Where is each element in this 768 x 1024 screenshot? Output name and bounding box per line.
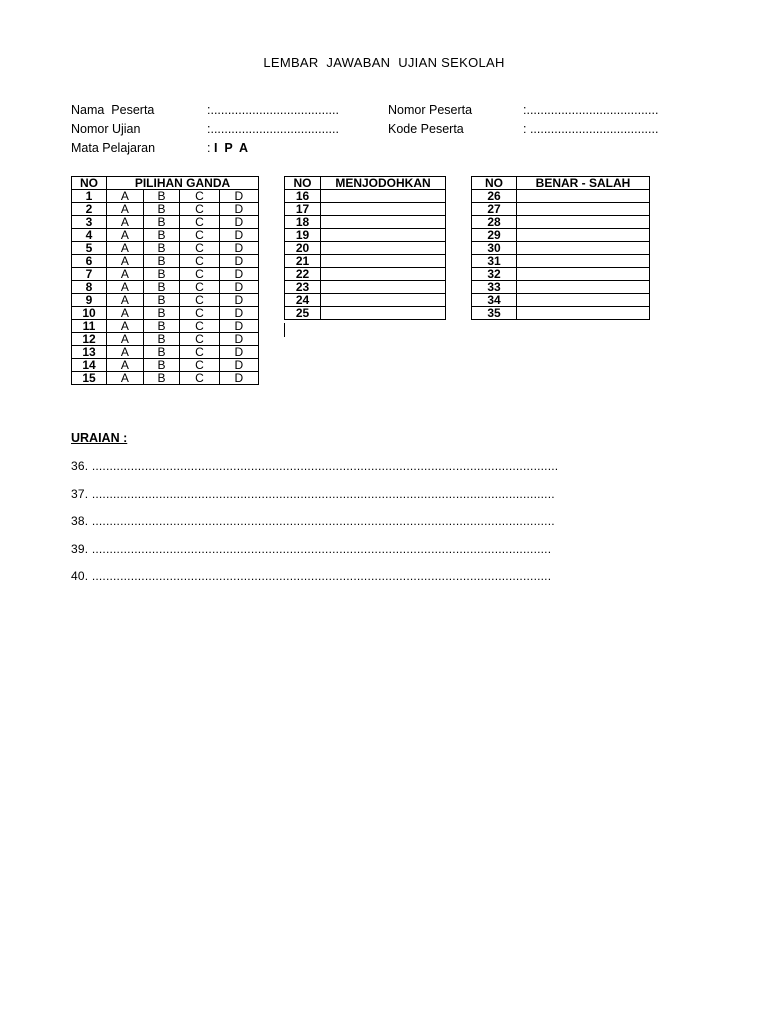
pg-row (72, 229, 259, 242)
bs-answer-cell[interactable] (517, 203, 650, 216)
bs-row (472, 216, 650, 229)
bs-answer-cell[interactable] (517, 268, 650, 281)
nomor-peserta-field[interactable]: :...................................... (523, 103, 659, 117)
bs-row-number: 26 (472, 190, 517, 203)
pg-option-d[interactable]: D (219, 359, 258, 372)
pg-option-c[interactable]: C (180, 372, 219, 385)
pg-row-number: 3 (72, 216, 107, 229)
bs-row-number: 28 (472, 216, 517, 229)
bs-row-number: 32 (472, 268, 517, 281)
pg-option-c[interactable]: C (180, 203, 219, 216)
pilihan-ganda-table (71, 176, 259, 385)
page-title: LEMBAR JAWABAN UJIAN SEKOLAH (263, 55, 505, 70)
mj-answer-cell[interactable] (321, 268, 446, 281)
pg-header-label: PILIHAN GANDA (107, 177, 259, 190)
mj-row-number: 18 (285, 216, 321, 229)
mj-row (285, 242, 446, 255)
pg-option-d[interactable]: D (219, 372, 258, 385)
pg-row (72, 346, 259, 359)
pg-option-a[interactable]: A (107, 255, 144, 268)
bs-row (472, 294, 650, 307)
pg-option-b[interactable]: B (143, 281, 180, 294)
nomor-ujian-label: Nomor Ujian (71, 122, 141, 136)
pg-option-a[interactable]: A (107, 359, 144, 372)
uraian-answer-line[interactable]: 39. .................................................................................................................................. (71, 541, 552, 556)
pg-row-number: 8 (72, 281, 107, 294)
pg-row-number: 14 (72, 359, 107, 372)
pg-row (72, 372, 259, 385)
bs-row-number: 33 (472, 281, 517, 294)
bs-answer-cell[interactable] (517, 229, 650, 242)
pg-option-a[interactable]: A (107, 320, 144, 333)
pg-row (72, 359, 259, 372)
mj-row (285, 203, 446, 216)
pg-row-number: 9 (72, 294, 107, 307)
pg-option-d[interactable]: D (219, 320, 258, 333)
mj-answer-cell[interactable] (321, 294, 446, 307)
pg-option-d[interactable]: D (219, 242, 258, 255)
bs-header-label: BENAR - SALAH (517, 177, 650, 190)
pg-option-a[interactable]: A (107, 372, 144, 385)
mata-pelajaran-colon: : (207, 141, 211, 155)
pg-option-a[interactable]: A (107, 203, 144, 216)
kode-peserta-field[interactable]: : ..................................... (523, 122, 659, 136)
nama-peserta-field[interactable]: :..................................... (207, 103, 339, 117)
bs-row (472, 307, 650, 320)
mj-row-number: 21 (285, 255, 321, 268)
pg-row-number: 13 (72, 346, 107, 359)
mj-answer-cell[interactable] (321, 229, 446, 242)
pg-option-a[interactable]: A (107, 190, 144, 203)
mj-row-number: 17 (285, 203, 321, 216)
bs-answer-cell[interactable] (517, 307, 650, 320)
pg-option-c[interactable]: C (180, 216, 219, 229)
nama-peserta-label: Nama Peserta (71, 103, 155, 117)
pg-row-number: 4 (72, 229, 107, 242)
pg-option-d[interactable]: D (219, 255, 258, 268)
pg-option-b[interactable]: B (143, 203, 180, 216)
bs-row-number: 31 (472, 255, 517, 268)
pg-option-a[interactable]: A (107, 268, 144, 281)
mj-row-number: 25 (285, 307, 321, 320)
pg-row (72, 216, 259, 229)
bs-row-number: 35 (472, 307, 517, 320)
pg-option-b[interactable]: B (143, 307, 180, 320)
mj-row (285, 229, 446, 242)
pg-option-d[interactable]: D (219, 268, 258, 281)
pg-option-b[interactable]: B (143, 229, 180, 242)
pg-row-number: 12 (72, 333, 107, 346)
pg-option-d[interactable]: D (219, 216, 258, 229)
nomor-ujian-field[interactable]: :..................................... (207, 122, 339, 136)
mj-answer-cell[interactable] (321, 242, 446, 255)
pg-option-a[interactable]: A (107, 294, 144, 307)
bs-answer-cell[interactable] (517, 294, 650, 307)
bs-answer-cell[interactable] (517, 190, 650, 203)
pg-option-c[interactable]: C (180, 320, 219, 333)
mj-row (285, 281, 446, 294)
pg-option-b[interactable]: B (143, 294, 180, 307)
mata-pelajaran-label: Mata Pelajaran (71, 141, 156, 155)
pg-option-d[interactable]: D (219, 190, 258, 203)
pg-row (72, 307, 259, 320)
mj-row (285, 190, 446, 203)
bs-row (472, 203, 650, 216)
pg-row (72, 268, 259, 281)
pg-row-number: 15 (72, 372, 107, 385)
mj-row-number: 22 (285, 268, 321, 281)
mj-header-label: MENJODOHKAN (321, 177, 446, 190)
pg-option-c[interactable]: C (180, 268, 219, 281)
pg-row-number: 11 (72, 320, 107, 333)
mj-answer-cell[interactable] (321, 281, 446, 294)
pg-option-a[interactable]: A (107, 307, 144, 320)
pg-option-a[interactable]: A (107, 229, 144, 242)
mj-row-number: 19 (285, 229, 321, 242)
mata-pelajaran-value: I P A (214, 141, 249, 155)
bs-row (472, 281, 650, 294)
pg-row (72, 190, 259, 203)
mj-row (285, 255, 446, 268)
bs-row (472, 255, 650, 268)
pg-option-a[interactable]: A (107, 346, 144, 359)
pg-option-a[interactable]: A (107, 333, 144, 346)
pg-row (72, 255, 259, 268)
bs-row-number: 27 (472, 203, 517, 216)
uraian-heading: URAIAN : (71, 431, 128, 445)
pg-option-b[interactable]: B (143, 268, 180, 281)
bs-row-number: 34 (472, 294, 517, 307)
pg-option-c[interactable]: C (180, 346, 219, 359)
bs-answer-cell[interactable] (517, 216, 650, 229)
mj-answer-cell[interactable] (321, 203, 446, 216)
mj-row (285, 268, 446, 281)
mj-answer-cell[interactable] (321, 216, 446, 229)
pg-row-number: 6 (72, 255, 107, 268)
pg-option-c[interactable]: C (180, 281, 219, 294)
pg-option-b[interactable]: B (143, 320, 180, 333)
uraian-answer-line[interactable]: 40. .................................................................................................................................. (71, 569, 552, 583)
bs-row-number: 29 (472, 229, 517, 242)
pg-option-c[interactable]: C (180, 359, 219, 372)
pg-option-a[interactable]: A (107, 281, 144, 294)
bs-row (472, 229, 650, 242)
pg-option-c[interactable]: C (180, 229, 219, 242)
bs-header-no: NO (472, 177, 517, 190)
pg-option-a[interactable]: A (107, 216, 144, 229)
pg-option-d[interactable]: D (219, 229, 258, 242)
mj-row (285, 294, 446, 307)
pg-option-b[interactable]: B (143, 255, 180, 268)
pg-option-b[interactable]: B (143, 372, 180, 385)
uraian-answer-line[interactable]: 37. ................................................................................................................................... (71, 486, 555, 501)
pg-option-b[interactable]: B (143, 346, 180, 359)
pg-option-c[interactable]: C (180, 255, 219, 268)
pg-row (72, 320, 259, 333)
pg-row-number: 1 (72, 190, 107, 203)
pg-row (72, 294, 259, 307)
uraian-answer-line[interactable]: 36. .................................................................................................................................... (71, 459, 559, 473)
pg-row (72, 203, 259, 216)
pg-option-c[interactable]: C (180, 307, 219, 320)
benar-salah-table (471, 176, 650, 320)
bs-answer-cell[interactable] (517, 242, 650, 255)
pg-option-c[interactable]: C (180, 294, 219, 307)
mj-row-number: 16 (285, 190, 321, 203)
mj-row-number: 24 (285, 294, 321, 307)
pg-option-d[interactable]: D (219, 333, 258, 346)
bs-row (472, 268, 650, 281)
pg-option-d[interactable]: D (219, 346, 258, 359)
pg-row (72, 242, 259, 255)
bs-answer-cell[interactable] (517, 255, 650, 268)
bs-answer-cell[interactable] (517, 281, 650, 294)
mj-answer-cell[interactable] (321, 255, 446, 268)
bs-row (472, 242, 650, 255)
pg-option-b[interactable]: B (143, 242, 180, 255)
table-stub-line (284, 323, 285, 337)
pg-row-number: 2 (72, 203, 107, 216)
mj-row-number: 23 (285, 281, 321, 294)
pg-row-number: 7 (72, 268, 107, 281)
pg-option-d[interactable]: D (219, 294, 258, 307)
pg-header-no: NO (72, 177, 107, 190)
pg-option-b[interactable]: B (143, 359, 180, 372)
pg-option-c[interactable]: C (180, 242, 219, 255)
pg-option-d[interactable]: D (219, 281, 258, 294)
pg-option-b[interactable]: B (143, 190, 180, 203)
kode-peserta-label: Kode Peserta (388, 122, 464, 136)
pg-option-c[interactable]: C (180, 333, 219, 346)
mj-header-no: NO (285, 177, 321, 190)
mj-row-number: 20 (285, 242, 321, 255)
uraian-answer-line[interactable]: 38. ................................................................................................................................... (71, 514, 555, 528)
menjodohkan-table (284, 176, 446, 320)
mj-answer-cell[interactable] (321, 190, 446, 203)
mj-row (285, 307, 446, 320)
pg-row-number: 5 (72, 242, 107, 255)
pg-row (72, 281, 259, 294)
pg-row-number: 10 (72, 307, 107, 320)
pg-option-c[interactable]: C (180, 190, 219, 203)
pg-option-d[interactable]: D (219, 307, 258, 320)
pg-option-d[interactable]: D (219, 203, 258, 216)
bs-row-number: 30 (472, 242, 517, 255)
bs-row (472, 190, 650, 203)
pg-option-a[interactable]: A (107, 242, 144, 255)
mj-row (285, 216, 446, 229)
mj-answer-cell[interactable] (321, 307, 446, 320)
pg-option-b[interactable]: B (143, 333, 180, 346)
nomor-peserta-label: Nomor Peserta (388, 103, 473, 117)
pg-row (72, 333, 259, 346)
pg-option-b[interactable]: B (143, 216, 180, 229)
